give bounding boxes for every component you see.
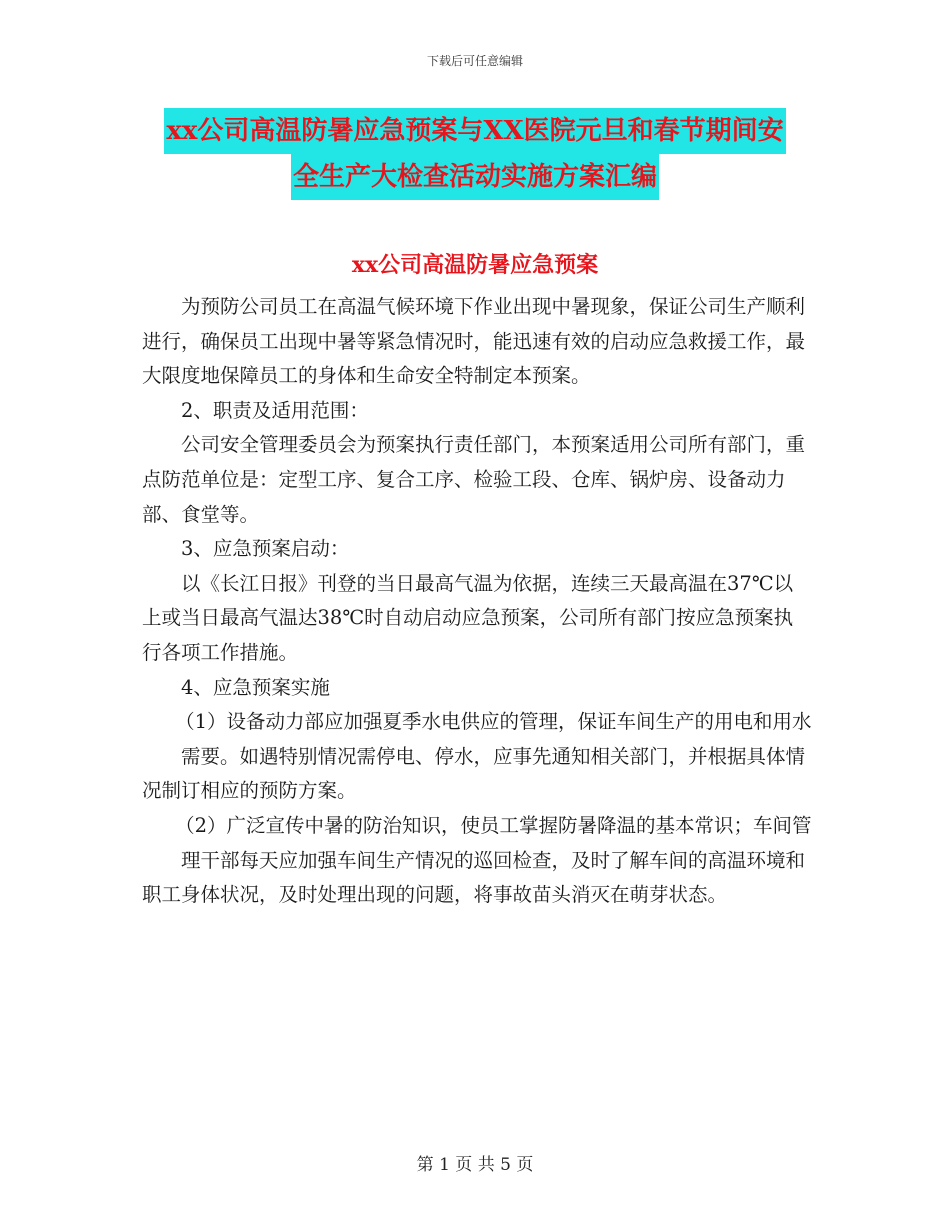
document-title: [0, 108, 950, 200]
paragraph-item-2: （2）广泛宣传中暑的防治知识，使员工掌握防暑降温的基本常识；车间管: [175, 813, 812, 837]
paragraph-intro: 为预防公司员工在高温气候环境下作业出现中暑现象，保证公司生产顺利进行，确保员工出现中暑等紧急情况时，能迅速有效的启动应急救援工作，最大限度地保障员工的身体和生命安全特制定本预案。: [142, 295, 806, 388]
document-body: [142, 290, 812, 913]
section-title: xx公司高温防暑应急预案: [351, 252, 599, 278]
heading-implementation: 4、应急预案实施: [181, 675, 330, 699]
document-title-line-2: 全生产大检查活动实施方案汇编: [291, 154, 659, 200]
heading-responsibility: 2、职责及适用范围：: [181, 398, 369, 422]
heading-activation: 3、应急预案启动：: [181, 537, 350, 561]
paragraph-activation: 以《长江日报》刊登的当日最高气温为依据，连续三天最高温在37℃以上或当日最高气温达38℃时自动启动应急预案，公司所有部门按应急预案执行各项工作措施。: [142, 571, 794, 664]
paragraph-item-1-continued: 需要。如遇特别情况需停电、停水，应事先通知相关部门，并根据具体情况制订相应的预防方案。: [142, 744, 806, 803]
paragraph-item-1: （1）设备动力部应加强夏季水电供应的管理，保证车间生产的用电和用水: [175, 710, 812, 734]
page-header-note: 下载后可任意编辑: [426, 54, 523, 68]
page-number: 第 1 页 共 5 页: [416, 1155, 534, 1175]
document-title-line-1: xx公司高温防暑应急预案与XX医院元旦和春节期间安: [164, 108, 785, 154]
paragraph-item-2-continued: 理干部每天应加强车间生产情况的巡回检查，及时了解车间的高温环境和职工身体状况，及时处理出现的问题，将事故苗头消灭在萌芽状态。: [142, 848, 806, 907]
paragraph-responsibility: 公司安全管理委员会为预案执行责任部门，本预案适用公司所有部门，重点防范单位是：定型工序、复合工序、检验工段、仓库、锅炉房、设备动力部、食堂等。: [142, 433, 806, 526]
